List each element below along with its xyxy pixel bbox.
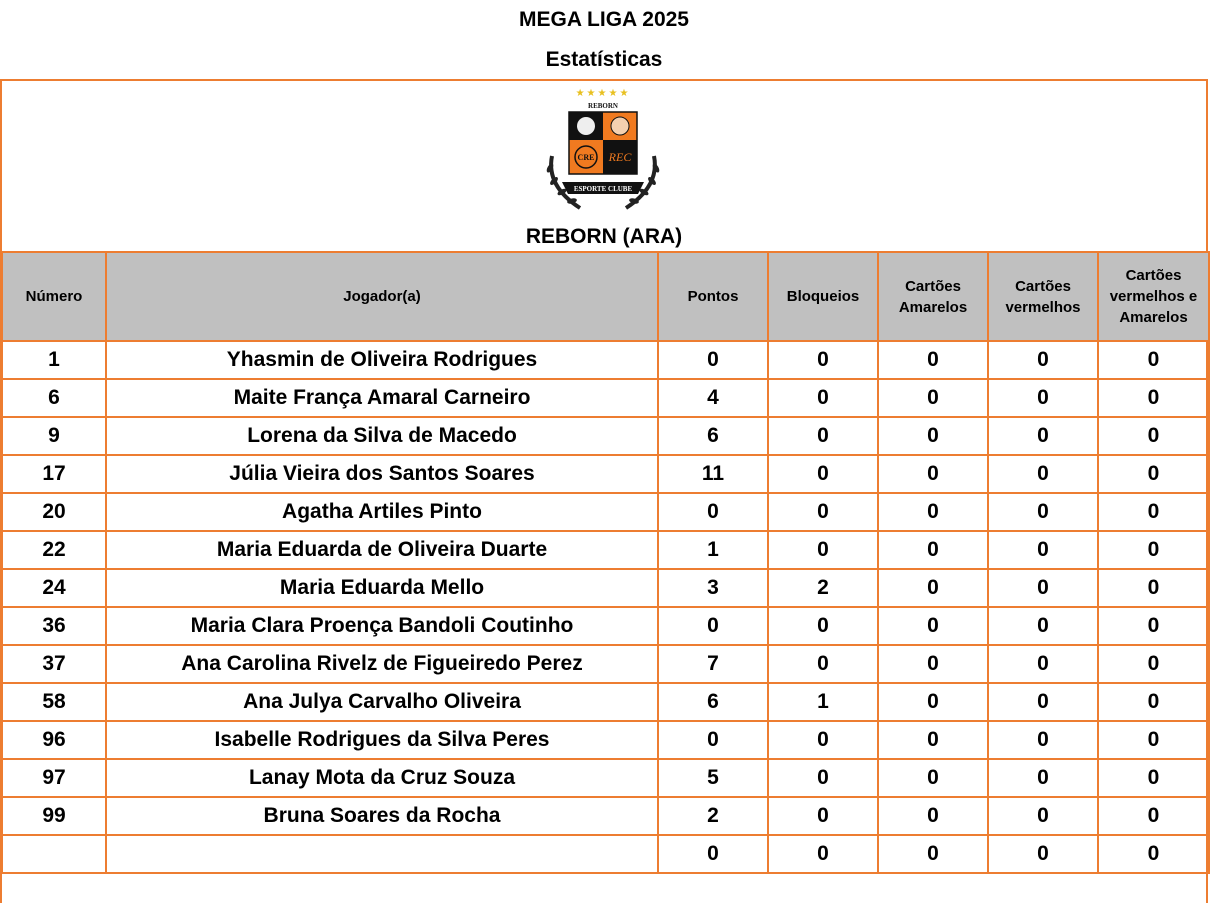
cell-cartoes-vermelhos: 0 <box>988 341 1098 379</box>
page-subtitle: Estatísticas <box>545 48 663 71</box>
header-bloqueios: Bloqueios <box>768 252 878 341</box>
cell-numero: 20 <box>2 493 106 531</box>
cell-bloqueios: 0 <box>768 531 878 569</box>
table-row <box>2 607 1209 645</box>
cell-cartoes-vermelhos-amarelos: 0 <box>1098 607 1209 645</box>
cell-bloqueios: 0 <box>768 455 878 493</box>
cell-cartoes-amarelos: 0 <box>878 645 988 683</box>
header-cartoes-amarelos: Cartões Amarelos <box>878 252 988 341</box>
cell-cartoes-vermelhos-amarelos: 0 <box>1098 531 1209 569</box>
logo-monogram-right: REC <box>608 150 632 164</box>
logo-bottom-text: ESPORTE CLUBE <box>573 185 633 193</box>
cell-pontos: 6 <box>658 683 768 721</box>
cell-numero: 96 <box>2 721 106 759</box>
cell-cartoes-amarelos: 0 <box>878 759 988 797</box>
cell-bloqueios: 0 <box>768 721 878 759</box>
cell-cartoes-vermelhos: 0 <box>988 379 1098 417</box>
cell-jogador: Lanay Mota da Cruz Souza <box>106 759 658 797</box>
table-row <box>2 835 1209 873</box>
cell-cartoes-vermelhos-amarelos: 0 <box>1098 417 1209 455</box>
cell-bloqueios: 0 <box>768 835 878 873</box>
cell-jogador: Maite França Amaral Carneiro <box>106 379 658 417</box>
cell-cartoes-amarelos: 0 <box>878 341 988 379</box>
table-row <box>2 569 1209 607</box>
table-row <box>2 493 1209 531</box>
header-cartoes-vermelhos: Cartões vermelhos <box>988 252 1098 341</box>
cell-bloqueios: 0 <box>768 645 878 683</box>
cell-cartoes-vermelhos: 0 <box>988 493 1098 531</box>
cell-jogador: Júlia Vieira dos Santos Soares <box>106 455 658 493</box>
cell-pontos: 0 <box>658 835 768 873</box>
cell-cartoes-vermelhos: 0 <box>988 759 1098 797</box>
logo-monogram-left: CRE <box>577 153 595 162</box>
cell-pontos: 0 <box>658 341 768 379</box>
cell-cartoes-vermelhos-amarelos: 0 <box>1098 835 1209 873</box>
cell-cartoes-vermelhos: 0 <box>988 569 1098 607</box>
cell-bloqueios: 0 <box>768 607 878 645</box>
logo-top-text: REBORN <box>588 102 618 110</box>
cell-cartoes-amarelos: 0 <box>878 797 988 835</box>
cell-numero: 1 <box>2 341 106 379</box>
cell-numero: 24 <box>2 569 106 607</box>
table-row <box>2 721 1209 759</box>
cell-numero: 9 <box>2 417 106 455</box>
table-row <box>2 417 1209 455</box>
team-name: REBORN (ARA) <box>525 225 683 248</box>
cell-numero: 22 <box>2 531 106 569</box>
header-pontos: Pontos <box>658 252 768 341</box>
cell-cartoes-vermelhos-amarelos: 0 <box>1098 645 1209 683</box>
cell-pontos: 0 <box>658 493 768 531</box>
cell-cartoes-amarelos: 0 <box>878 379 988 417</box>
cell-jogador: Isabelle Rodrigues da Silva Peres <box>106 721 658 759</box>
cell-numero: 99 <box>2 797 106 835</box>
logo-stars: ★★★★★ <box>575 88 631 99</box>
cell-pontos: 11 <box>658 455 768 493</box>
cell-jogador: Yhasmin de Oliveira Rodrigues <box>106 341 658 379</box>
header-jogador: Jogador(a) <box>106 252 658 341</box>
cell-bloqueios: 2 <box>768 569 878 607</box>
cell-cartoes-vermelhos-amarelos: 0 <box>1098 759 1209 797</box>
stats-table <box>1 251 1210 874</box>
table-row <box>2 531 1209 569</box>
cell-cartoes-vermelhos-amarelos: 0 <box>1098 455 1209 493</box>
cell-bloqueios: 0 <box>768 493 878 531</box>
cell-cartoes-amarelos: 0 <box>878 683 988 721</box>
cell-cartoes-vermelhos-amarelos: 0 <box>1098 797 1209 835</box>
cell-jogador: Agatha Artiles Pinto <box>106 493 658 531</box>
cell-cartoes-vermelhos: 0 <box>988 607 1098 645</box>
cell-numero: 6 <box>2 379 106 417</box>
cell-cartoes-vermelhos-amarelos: 0 <box>1098 493 1209 531</box>
cell-cartoes-vermelhos-amarelos: 0 <box>1098 683 1209 721</box>
cell-numero: 37 <box>2 645 106 683</box>
table-row <box>2 797 1209 835</box>
cell-numero: 97 <box>2 759 106 797</box>
cell-bloqueios: 0 <box>768 417 878 455</box>
cell-cartoes-amarelos: 0 <box>878 417 988 455</box>
table-row <box>2 759 1209 797</box>
cell-cartoes-vermelhos: 0 <box>988 835 1098 873</box>
cell-jogador: Ana Carolina Rivelz de Figueiredo Perez <box>106 645 658 683</box>
cell-cartoes-amarelos: 0 <box>878 455 988 493</box>
cell-cartoes-vermelhos: 0 <box>988 455 1098 493</box>
cell-jogador: Bruna Soares da Rocha <box>106 797 658 835</box>
cell-cartoes-vermelhos: 0 <box>988 721 1098 759</box>
cell-bloqueios: 0 <box>768 379 878 417</box>
table-row <box>2 645 1209 683</box>
cell-cartoes-vermelhos: 0 <box>988 683 1098 721</box>
cell-pontos: 0 <box>658 607 768 645</box>
table-row <box>2 379 1209 417</box>
cell-cartoes-amarelos: 0 <box>878 721 988 759</box>
cell-pontos: 0 <box>658 721 768 759</box>
cell-jogador: Ana Julya Carvalho Oliveira <box>106 683 658 721</box>
cell-cartoes-vermelhos: 0 <box>988 531 1098 569</box>
cell-pontos: 1 <box>658 531 768 569</box>
table-row <box>2 683 1209 721</box>
cell-bloqueios: 1 <box>768 683 878 721</box>
cell-cartoes-amarelos: 0 <box>878 531 988 569</box>
cell-pontos: 7 <box>658 645 768 683</box>
cell-bloqueios: 0 <box>768 759 878 797</box>
league-title: MEGA LIGA 2025 <box>519 8 689 31</box>
header-cartoes-vermelhos-amarelos: Cartões vermelhos e Amarelos <box>1098 252 1209 341</box>
cell-cartoes-vermelhos: 0 <box>988 797 1098 835</box>
cell-jogador: Maria Clara Proença Bandoli Coutinho <box>106 607 658 645</box>
cell-cartoes-amarelos: 0 <box>878 607 988 645</box>
cell-cartoes-vermelhos-amarelos: 0 <box>1098 721 1209 759</box>
cell-cartoes-vermelhos-amarelos: 0 <box>1098 341 1209 379</box>
cell-pontos: 6 <box>658 417 768 455</box>
cell-jogador: Maria Eduarda de Oliveira Duarte <box>106 531 658 569</box>
table-row <box>2 455 1209 493</box>
cell-pontos: 5 <box>658 759 768 797</box>
cell-numero <box>2 835 106 873</box>
cell-numero: 36 <box>2 607 106 645</box>
cell-pontos: 3 <box>658 569 768 607</box>
cell-jogador: Lorena da Silva de Macedo <box>106 417 658 455</box>
cell-cartoes-vermelhos: 0 <box>988 645 1098 683</box>
cell-bloqueios: 0 <box>768 797 878 835</box>
cell-cartoes-vermelhos-amarelos: 0 <box>1098 569 1209 607</box>
header-numero: Número <box>2 252 106 341</box>
cell-cartoes-amarelos: 0 <box>878 835 988 873</box>
table-row <box>2 341 1209 379</box>
cell-jogador <box>106 835 658 873</box>
cell-numero: 17 <box>2 455 106 493</box>
cell-pontos: 2 <box>658 797 768 835</box>
cell-bloqueios: 0 <box>768 341 878 379</box>
cell-cartoes-vermelhos-amarelos: 0 <box>1098 379 1209 417</box>
cell-cartoes-amarelos: 0 <box>878 569 988 607</box>
team-logo <box>540 86 666 220</box>
cell-numero: 58 <box>2 683 106 721</box>
cell-cartoes-vermelhos: 0 <box>988 417 1098 455</box>
cell-pontos: 4 <box>658 379 768 417</box>
cell-cartoes-amarelos: 0 <box>878 493 988 531</box>
table-header-row <box>2 252 1209 341</box>
cell-jogador: Maria Eduarda Mello <box>106 569 658 607</box>
